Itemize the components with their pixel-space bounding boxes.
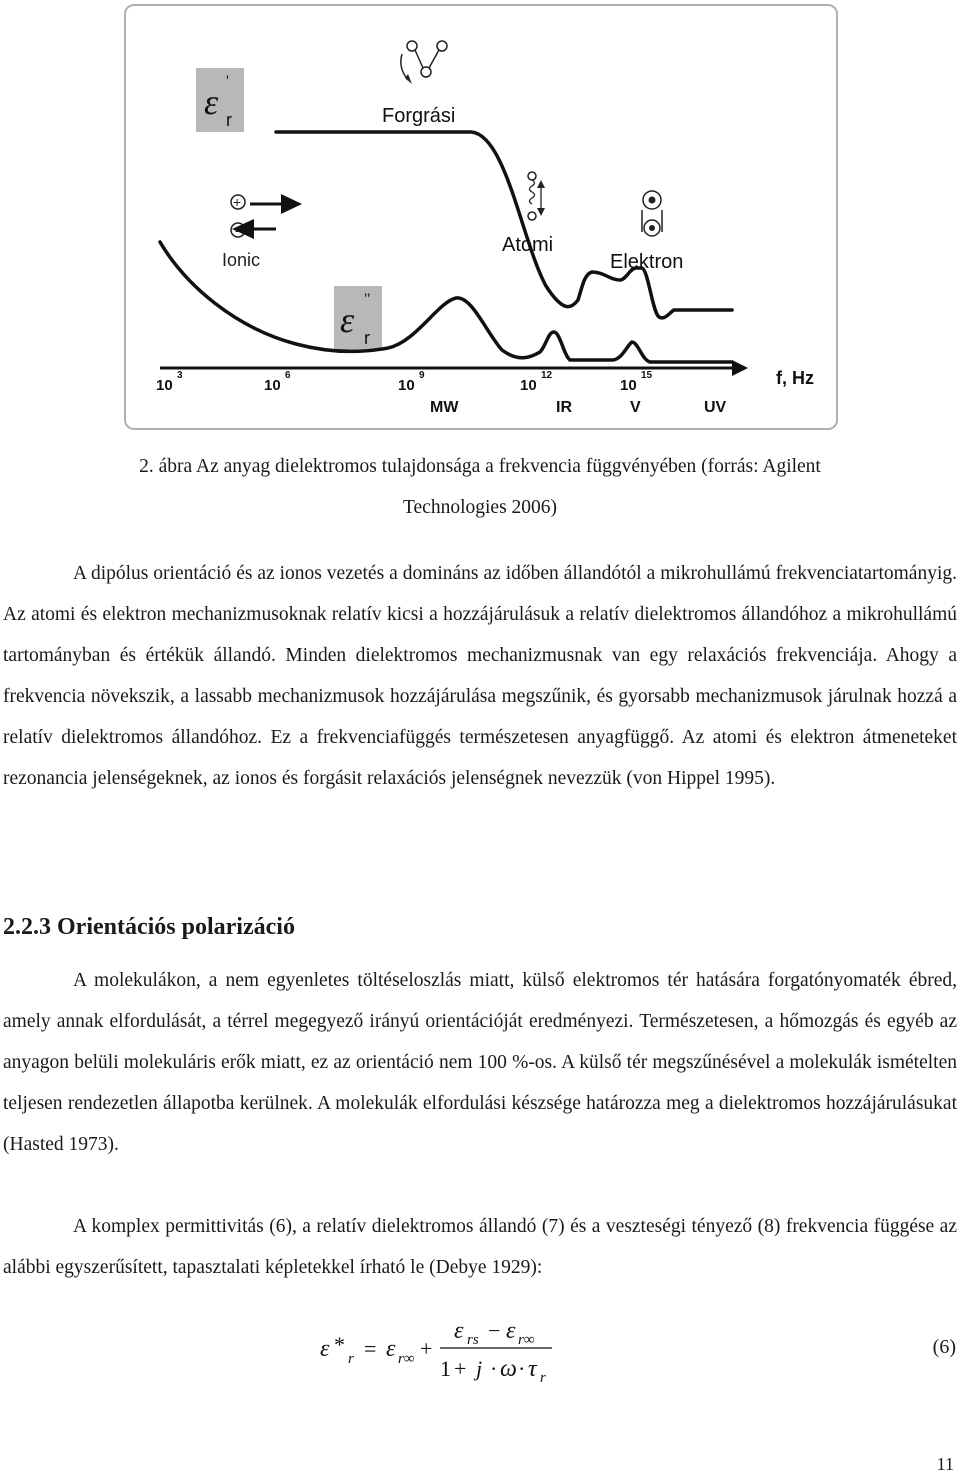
band-ir: IR xyxy=(556,399,572,416)
figure-drawing xyxy=(126,6,840,432)
forgrasi-label: Forgrási xyxy=(382,105,456,127)
paragraph-1-text: A dipólus orientáció és az ionos vezetés a domináns az időben állandótól a mikrohullámú frekvenciatartományig. Az atomi és elektron mechanizmusoknak relatív kicsi a hozzájárulásuk a relatív dielektromos állandóhoz a mikrohullámú tartományban és értékük állandó. Minden dielektromos mechanizmusnak van egy relaxációs frekvenciája. Ahogy a frekvencia növekszik, a lassabb mechanizmusok hozzájárulása megszűnik, és gyorsabb mechanizmusok járulnak hozzá a relatív dielektromos állandóhoz. Ez a frekvenciafüggés természetesen anyagfüggő. Az atomi és elektron átmeneteket rezonancia jelenségeknek, az ionos és forgásit relaxációs jelenségnek nevezzük (von Hippel 1995). xyxy=(3,563,957,789)
eps-prime-sup: ' xyxy=(226,73,229,90)
eq-den-sub: r xyxy=(540,1370,546,1386)
section-heading: 2.2.3 Orientációs polarizáció xyxy=(3,914,295,940)
eq-den-one: 1 xyxy=(440,1356,451,1381)
eps-prime-symbol: ε xyxy=(204,82,219,122)
plus-charge-label: + xyxy=(233,194,242,210)
band-v: V xyxy=(630,399,641,416)
eq-num-eps2: ε xyxy=(506,1318,516,1344)
eq-den-omega: ω xyxy=(500,1356,517,1382)
figure-caption-line2: Technologies 2006) xyxy=(402,497,558,518)
eq-num-sub2: r∞ xyxy=(518,1332,535,1348)
eq-plus: + xyxy=(420,1336,433,1361)
paragraph-2 xyxy=(3,960,957,1165)
paragraph-1 xyxy=(3,553,957,799)
rotating-dipole-icon xyxy=(401,41,447,84)
tick-3-base: 10 xyxy=(398,377,415,394)
eps-dprime-sup: " xyxy=(364,291,371,308)
eq-equals: = xyxy=(364,1336,377,1361)
atomic-spring-icon xyxy=(528,172,545,220)
electron-orbit-icon xyxy=(642,191,662,236)
eq-den-plus: + xyxy=(454,1356,467,1381)
figure-caption-line1: 2. ábra Az anyag dielektromos tulajdonsága a frekvencia függvényében (forrás: Agilent xyxy=(139,456,821,477)
eq-num-eps1: ε xyxy=(454,1318,464,1344)
paragraph-3-text: A komplex permittivitás (6), a relatív dielektromos állandó (7) és a veszteségi tényező (8) frekvencia függése az alábbi egyszerűsített, tapasztalati képletekkel írható le (Debye 1929): xyxy=(3,1216,957,1278)
eq-lhs-star: * xyxy=(334,1332,345,1357)
tick-3-exp: 9 xyxy=(419,370,425,381)
eps-dprime-symbol: ε xyxy=(340,300,355,340)
tick-4-exp: 12 xyxy=(541,370,553,381)
tick-1-exp: 3 xyxy=(177,370,183,381)
eq-lhs-sub: r xyxy=(348,1351,354,1367)
tick-2-exp: 6 xyxy=(285,370,291,381)
equation-number: (6) xyxy=(932,1336,956,1358)
eq-den-dot1: · xyxy=(490,1356,498,1381)
equation-6 xyxy=(0,1310,960,1390)
eps-prime-sub: r xyxy=(226,110,232,130)
figure-dielectric-spectrum xyxy=(124,4,838,430)
equation-drawing xyxy=(0,1310,700,1390)
band-mw: MW xyxy=(430,399,459,416)
tick-5-base: 10 xyxy=(620,377,637,394)
band-uv: UV xyxy=(704,399,727,416)
paragraph-3 xyxy=(3,1206,957,1288)
ionic-label: Ionic xyxy=(222,250,261,270)
eq-lhs-eps: ε xyxy=(320,1336,330,1362)
eq-num-sub1: rs xyxy=(467,1332,479,1348)
eq-den-dot2: · xyxy=(518,1356,526,1381)
arrow-right-head-icon xyxy=(281,194,302,214)
eq-term-eps: ε xyxy=(386,1336,396,1362)
eps-dprime-sub: r xyxy=(364,328,370,348)
tick-4-base: 10 xyxy=(520,377,537,394)
tick-2-base: 10 xyxy=(264,377,281,394)
axis-unit-label: f, Hz xyxy=(776,368,814,388)
elektron-label: Elektron xyxy=(610,251,684,273)
eq-den-tau: τ xyxy=(528,1356,537,1382)
eq-num-minus: − xyxy=(488,1318,501,1343)
atomi-label: Atomi xyxy=(502,234,554,256)
eq-term-sub: r∞ xyxy=(398,1351,415,1367)
tick-1-base: 10 xyxy=(156,377,173,394)
page-number: 11 xyxy=(936,1454,954,1474)
tick-5-exp: 15 xyxy=(641,370,653,381)
paragraph-2-text: A molekulákon, a nem egyenletes töltéseloszlás miatt, külső elektromos tér hatására forgatónyomaték ébred, amely annak elfordulását, a térrel megegyező irányú orientációját eredményezi. Természetesen, a hőmozgás és egyéb az anyagon belüli molekuláris erők miatt, ez az orientáció nem 100 %-os. A külső tér megszűnésével a molekulák ismételten teljesen rendezetlen állapotba kerülnek. A molekulák elfordulási készsége határozza meg a dielektromos hozzájárulásukat (Hasted 1973). xyxy=(3,970,957,1155)
eq-den-j: j xyxy=(476,1356,483,1381)
axis-arrow-icon xyxy=(732,360,748,376)
